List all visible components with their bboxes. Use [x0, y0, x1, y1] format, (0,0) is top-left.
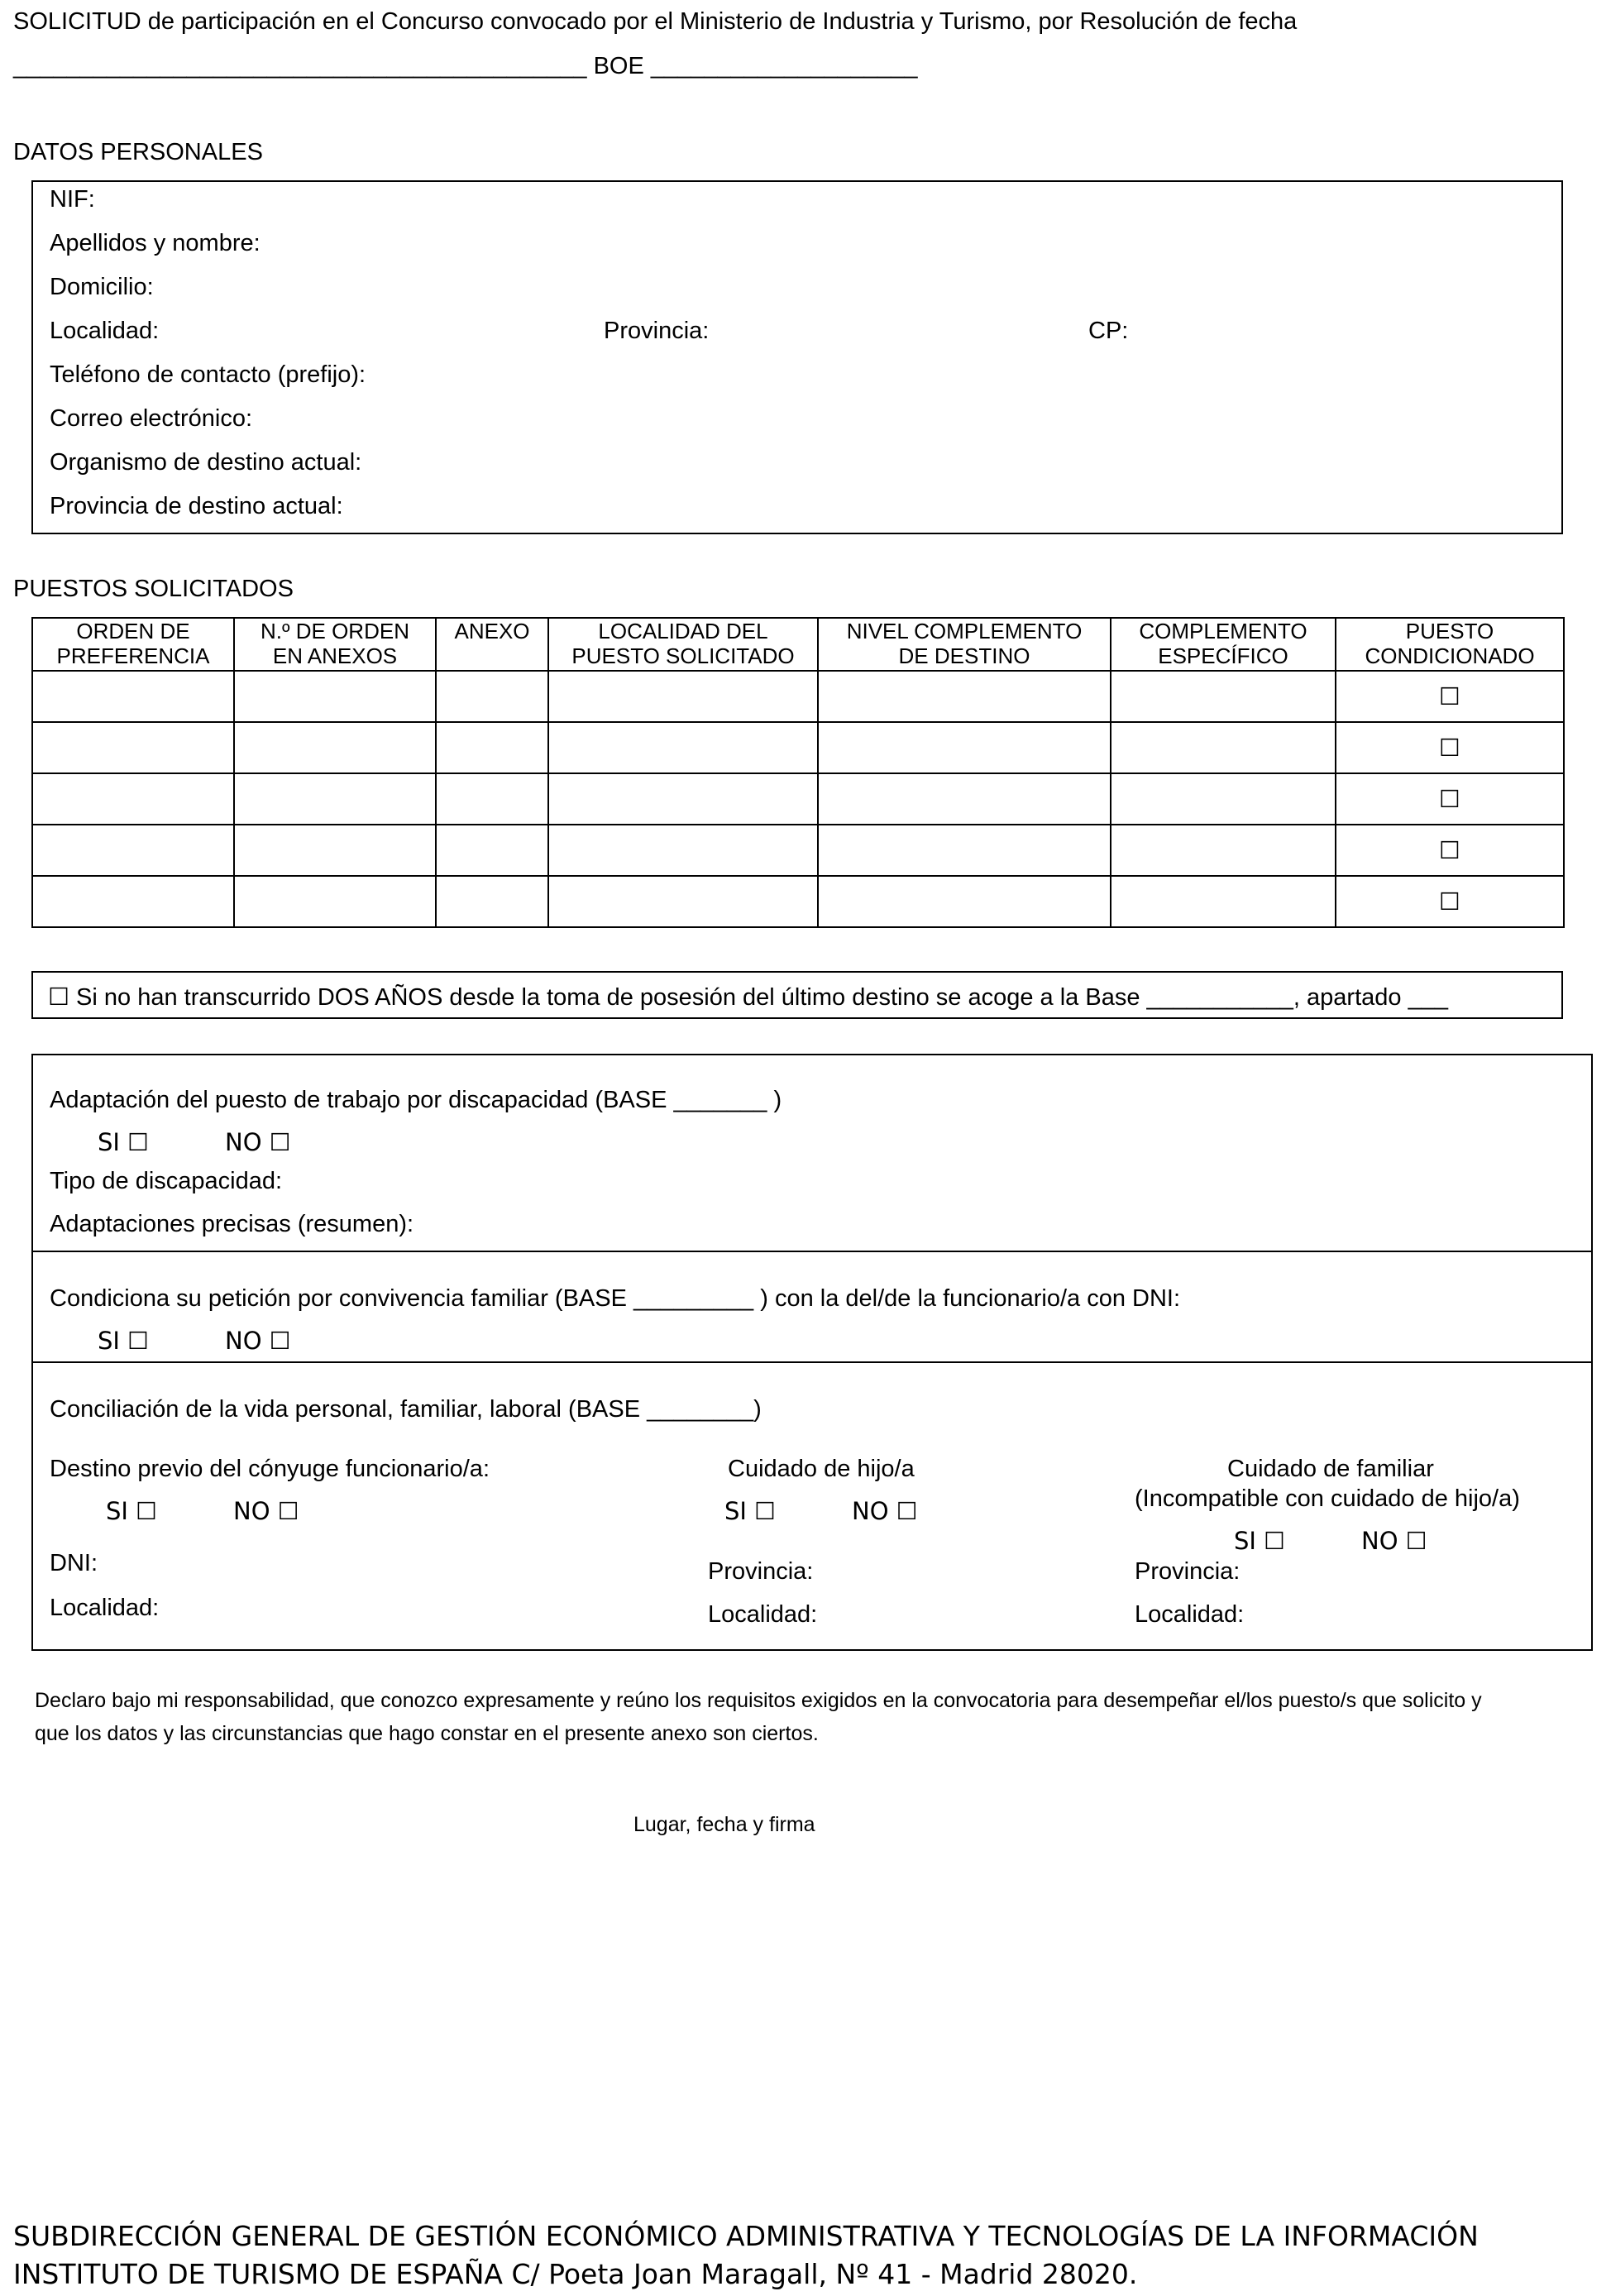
familiar-no-checkbox[interactable]: NO ☐ [1361, 1527, 1427, 1555]
condicionado-checkbox[interactable]: ☐ [1336, 773, 1564, 825]
nif-label: NIF: [50, 186, 95, 213]
firma-label: Lugar, fecha y firma [633, 1813, 815, 1836]
cell-input[interactable] [234, 722, 436, 773]
divider [31, 1361, 1593, 1363]
cell-input[interactable] [32, 773, 234, 825]
col-header-orden: ORDEN DE PREFERENCIA [32, 618, 234, 671]
cell-input[interactable] [234, 825, 436, 876]
discapacidad-no-checkbox[interactable]: NO ☐ [225, 1128, 291, 1156]
cell-input[interactable] [548, 773, 818, 825]
hijo-localidad-label: Localidad: [708, 1601, 818, 1628]
conciliacion-title: Conciliación de la vida personal, familiar, laboral (BASE ________) [50, 1396, 762, 1423]
col-header-anexo: ANEXO [436, 618, 548, 671]
convivencia-si-checkbox[interactable]: SI ☐ [98, 1327, 150, 1355]
conyuge-title: Destino previo del cónyuge funcionario/a: [50, 1456, 490, 1482]
conyuge-no-checkbox[interactable]: NO ☐ [233, 1497, 299, 1525]
table-row [32, 773, 1564, 825]
correo-label: Correo electrónico: [50, 405, 252, 432]
puestos-table [31, 617, 1565, 928]
footer-line-2: INSTITUTO DE TURISMO DE ESPAÑA C/ Poeta Joan Maragall, Nº 41 - Madrid 28020. [13, 2258, 1138, 2290]
declaracion-line-2: que los datos y las circunstancias que hago constar en el presente anexo son ciertos. [35, 1722, 819, 1745]
table-row [32, 825, 1564, 876]
cell-input[interactable] [436, 876, 548, 927]
datos-personales-box [31, 180, 1563, 534]
col-header-num-orden: N.º DE ORDEN EN ANEXOS [234, 618, 436, 671]
cell-input[interactable] [818, 671, 1111, 722]
familiar-localidad-label: Localidad: [1135, 1601, 1245, 1628]
cell-input[interactable] [32, 876, 234, 927]
declaracion-line-1: Declaro bajo mi responsabilidad, que conozco expresamente y reúno los requisitos exigidos en la convocatoria para desempeñar el/los puesto/s que solicito y [35, 1689, 1482, 1712]
cell-input[interactable] [234, 671, 436, 722]
cell-input[interactable] [436, 825, 548, 876]
header-line-2: ___________________________________________ BOE ____________________ [13, 53, 918, 79]
col-header-especifico: COMPLEMENTO ESPECÍFICO [1111, 618, 1336, 671]
cell-input[interactable] [32, 722, 234, 773]
cell-input[interactable] [436, 671, 548, 722]
col-header-nivel: NIVEL COMPLEMENTO DE DESTINO [818, 618, 1111, 671]
hijo-si-checkbox[interactable]: SI ☐ [724, 1497, 777, 1525]
table-row [32, 671, 1564, 722]
apellidos-label: Apellidos y nombre: [50, 230, 261, 256]
organismo-label: Organismo de destino actual: [50, 449, 362, 476]
condicionado-checkbox[interactable]: ☐ [1336, 671, 1564, 722]
familiar-subtitle: (Incompatible con cuidado de hijo/a) [1135, 1485, 1520, 1512]
cell-input[interactable] [436, 722, 548, 773]
condicionado-checkbox[interactable]: ☐ [1336, 825, 1564, 876]
conyuge-si-checkbox[interactable]: SI ☐ [106, 1497, 158, 1525]
table-header-row [32, 618, 1564, 671]
cell-input[interactable] [818, 722, 1111, 773]
convivencia-no-checkbox[interactable]: NO ☐ [225, 1327, 291, 1355]
table-row [32, 876, 1564, 927]
convivencia-title: Condiciona su petición por convivencia familiar (BASE _________ ) con la del/de la funcionario/a con DNI: [50, 1285, 1181, 1312]
condicionado-checkbox[interactable]: ☐ [1336, 722, 1564, 773]
conyuge-localidad-label: Localidad: [50, 1595, 160, 1621]
table-row [32, 722, 1564, 773]
condicionado-checkbox[interactable]: ☐ [1336, 876, 1564, 927]
puestos-title: PUESTOS SOLICITADOS [13, 576, 294, 602]
tipo-discapacidad-label: Tipo de discapacidad: [50, 1168, 283, 1194]
footer-line-1: SUBDIRECCIÓN GENERAL DE GESTIÓN ECONÓMICO ADMINISTRATIVA Y TECNOLOGÍAS DE LA INFORMACIÓN [13, 2220, 1479, 2252]
familiar-si-checkbox[interactable]: SI ☐ [1234, 1527, 1286, 1555]
cell-input[interactable] [234, 773, 436, 825]
cell-input[interactable] [548, 825, 818, 876]
conyuge-dni-label: DNI: [50, 1550, 98, 1576]
discapacidad-title: Adaptación del puesto de trabajo por discapacidad (BASE _______ ) [50, 1087, 782, 1113]
header-line-1: SOLICITUD de participación en el Concurso convocado por el Ministerio de Industria y Turismo, por Resolución de fecha [13, 8, 1298, 35]
domicilio-label: Domicilio: [50, 274, 154, 300]
cp-label: CP: [1088, 318, 1129, 344]
cell-input[interactable] [1111, 773, 1336, 825]
familiar-title: Cuidado de familiar [1227, 1456, 1434, 1482]
cell-input[interactable] [548, 671, 818, 722]
dos-anos-text[interactable]: ☐ Si no han transcurrido DOS AÑOS desde la toma de posesión del último destino se acoge a la Base ___________, apartado ___ [48, 984, 1448, 1011]
adaptaciones-label: Adaptaciones precisas (resumen): [50, 1211, 414, 1237]
hijo-title: Cuidado de hijo/a [728, 1456, 915, 1482]
discapacidad-si-checkbox[interactable]: SI ☐ [98, 1128, 150, 1156]
col-header-localidad: LOCALIDAD DEL PUESTO SOLICITADO [548, 618, 818, 671]
cell-input[interactable] [1111, 825, 1336, 876]
cell-input[interactable] [818, 825, 1111, 876]
cell-input[interactable] [818, 773, 1111, 825]
cell-input[interactable] [436, 773, 548, 825]
familiar-provincia-label: Provincia: [1135, 1558, 1241, 1585]
cell-input[interactable] [548, 722, 818, 773]
cell-input[interactable] [234, 876, 436, 927]
telefono-label: Teléfono de contacto (prefijo): [50, 361, 366, 388]
hijo-provincia-label: Provincia: [708, 1558, 814, 1585]
cell-input[interactable] [1111, 722, 1336, 773]
provincia-label: Provincia: [604, 318, 710, 344]
datos-personales-title: DATOS PERSONALES [13, 139, 263, 165]
col-header-condicionado: PUESTO CONDICIONADO [1336, 618, 1564, 671]
cell-input[interactable] [32, 825, 234, 876]
cell-input[interactable] [1111, 876, 1336, 927]
cell-input[interactable] [32, 671, 234, 722]
hijo-no-checkbox[interactable]: NO ☐ [852, 1497, 918, 1525]
localidad-label: Localidad: [50, 318, 160, 344]
cell-input[interactable] [1111, 671, 1336, 722]
cell-input[interactable] [818, 876, 1111, 927]
provincia-destino-label: Provincia de destino actual: [50, 493, 343, 519]
divider [31, 1251, 1593, 1252]
cell-input[interactable] [548, 876, 818, 927]
